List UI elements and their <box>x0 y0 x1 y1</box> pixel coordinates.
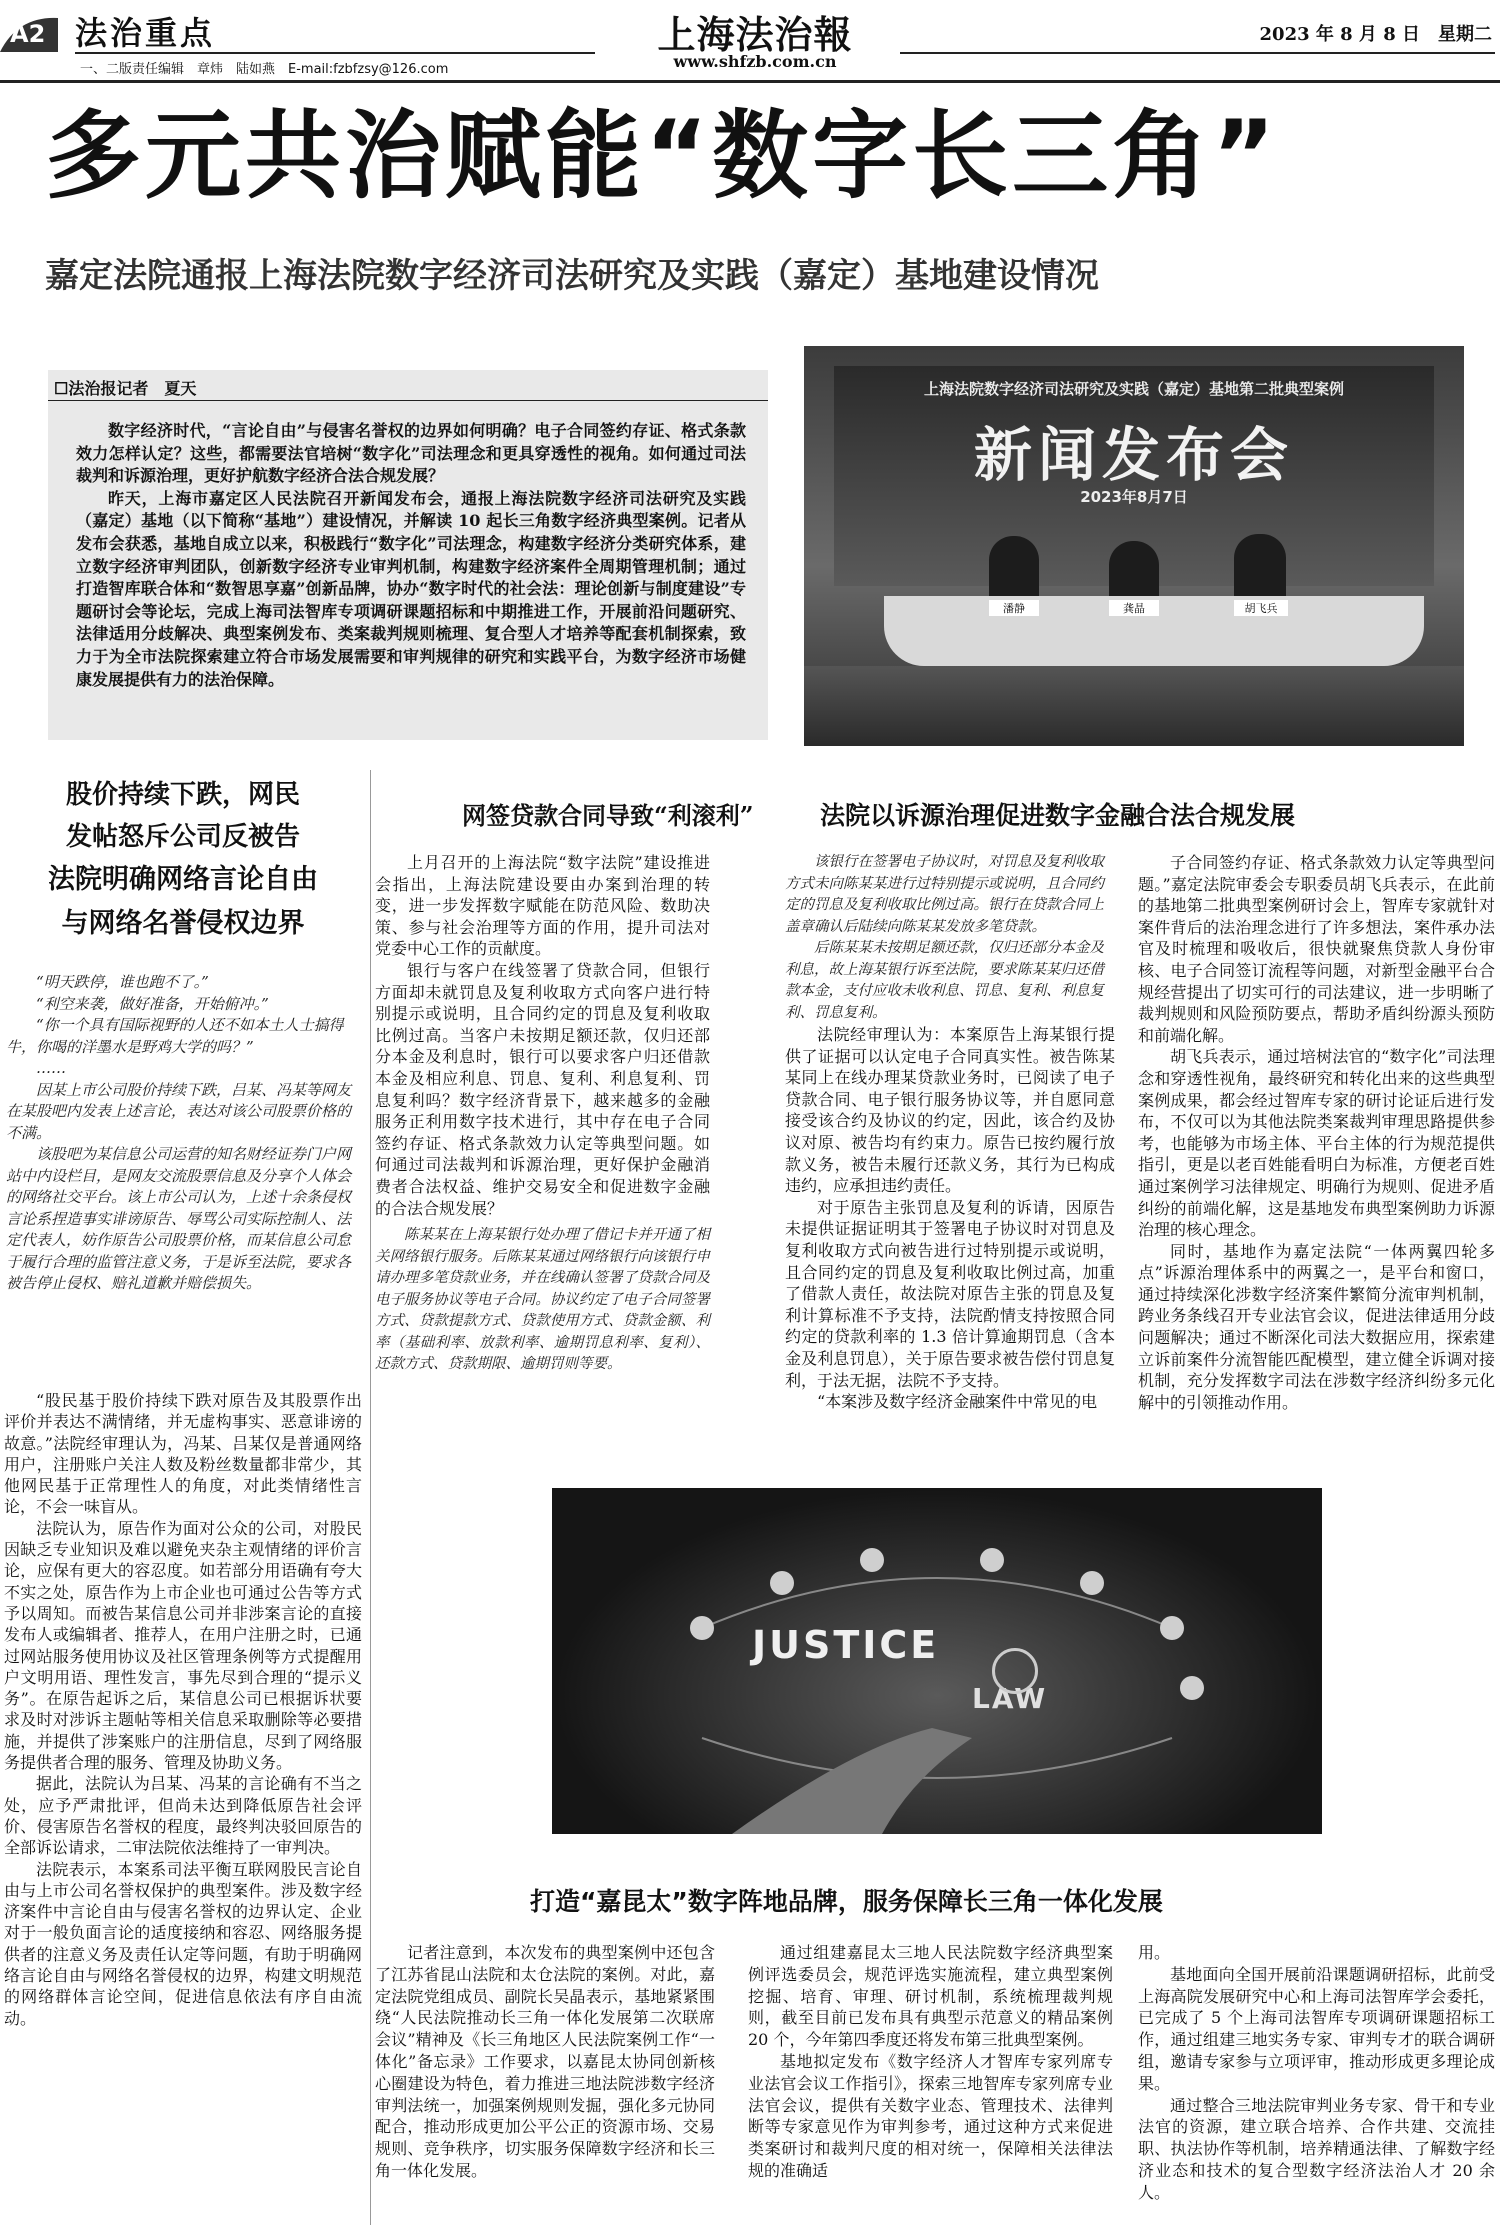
page-number: A2 <box>10 20 46 48</box>
court-ruling <box>785 1024 1115 1413</box>
mid-article-title-right: 法院以诉源治理促进数字金融合法合规发展 <box>820 801 1296 830</box>
quote-para: “利空来袭，做好准备，开始俯冲。” <box>36 994 269 1013</box>
body-para: 同时，基地作为嘉定法院“一体两翼四轮多点”诉源治理体系中的两翼之一，是平台和窗口，通过持续深化涉数字经济案件繁简分流审判机制，跨业务条线召开专业法官会议，促进法律适用分歧问题解决；通过不断深化司法大数据应用，探索建立诉前案件分流智能匹配模型，建立健全诉调对接机制，充分发挥数字司法在涉数字经济纠纷多元化解中的引领推动作用。 <box>1138 1241 1495 1412</box>
main-headline: 多元共治赋能“数字长三角” <box>45 100 1280 212</box>
header-bottom-rule <box>0 80 1500 83</box>
left-article-body <box>4 1390 362 2029</box>
body-para: 基地拟定发布《数字经济人才智库专家列席专业法官会议工作指引》，探索三地智库专家列席专业法官会议，提供有关数字业态、管理技术、法律判断等专家意见作为审判参考，通过这种方式来促进类案研讨和裁判尺度的相对统一，保障相关法律法规的准确适 <box>748 2051 1113 2180</box>
body-para: 子合同签约存证、格式条款效力认定等典型问题。”嘉定法院审委会专职委员胡飞兵表示，在此前的基地第二批典型案例研讨会上，智库专家就针对案件背后的法治理念进行了许多想法，案件承办法官及时梳理和吸收后，很快就聚焦贷款人身份审核、电子合同签订流程等问题，对新型金融平台合规经营提出了切实可行的司法建议，进一步明晰了裁判规则和风险预防要点，帮助矛盾纠纷源头预防和前端化解。 <box>1138 853 1495 1045</box>
case-facts-para: 后陈某某未按期足额还款，仅归还部分本金及利息，故上海某银行诉至法院，要求陈某某归还借款本金，支付应收未收利息、罚息、复利、利息复利、罚息复利。 <box>785 940 1104 1021</box>
header-rule-right <box>900 52 1495 54</box>
website-url: www.shfzb.com.cn <box>673 52 837 71</box>
byline: ☐法治报记者 夏天 <box>54 379 197 398</box>
body-para: 据此，法院认为吕某、冯某的言论确有不当之处，应予严肃批评，但尚未达到降低原告社会评价、侵害原告名誉权的程度，最终判决驳回原告的全部诉讼请求，二审法院依法维持了一审判决。 <box>4 1774 362 1858</box>
node-icon <box>1160 1616 1184 1640</box>
bottom-article-col-2 <box>748 1942 1113 2182</box>
summary-box <box>48 370 768 740</box>
summary-para-2: 昨天，上海市嘉定区人民法院召开新闻发布会，通报上海法院数字经济司法研究及实践（嘉定）基地（以下简称“基地”）建设情况，并解读 10 起长三角数字经济典型案例。记者从发布会获悉，基地自成立以来，积极践行“数字化”司法理念，构建数字经济分类研究体系，建立数字经济审判团队，创新数字经济专业审判机制，构建数字经济案件全周期管理机制；通过打造智库联合体和“数智思享嘉”创新品牌，协办“数字时代的社会法：理论创新与制度建设”专题研讨会等论坛，完成上海司法智库专项调研课题招标和中期推进工作，开展前沿问题研究、法律适用分歧解决、典型案例发布、类案裁判规则梳理、复合型人才培养等配套机制探索，致力于为全市法院探索建立符合市场发展需要和审判规律的研究和实践平台，为数字经济市场健康发展提供有力的法治保障。 <box>76 488 746 689</box>
node-icon <box>1180 1676 1204 1700</box>
body-para: 法院认为，原告作为面对公众的公司，对股民因缺乏专业知识及难以避免夹杂主观情绪的评价言论，应保有更大的容忍度。如若部分用语确有夸大不实之处，原告作为上市企业也可通过公告等方式予以周知。而被告某信息公司并非涉案言论的直接发布人或编辑者、推荐人，在用户注册之时，已通过网站服务使用协议及社区管理条例等方式提醒用户文明用语、理性发言，事先尽到合理的“提示义务”。在原告起诉之后，某信息公司已根据诉状要求及时对涉诉主题帖等相关信息采取删除等必要措施，并提供了涉案账户的注册信息，尽到了网络服务提供者合理的服务、管理及协助义务。 <box>4 1518 362 1773</box>
issue-date: 2023 年 8 月 8 日 星期二 <box>1259 24 1492 45</box>
masthead: 上海法治報 <box>657 12 853 57</box>
quote-para: 因某上市公司股价持续下跌，吕某、冯某等网友在某股吧内发表上述言论，表达对该公司股票价格的不满。 <box>6 1080 352 1142</box>
mid-article-col-1 <box>375 852 710 1376</box>
node-icon <box>1080 1571 1104 1595</box>
banner-text: 上海法院数字经济司法研究及实践（嘉定）基地第二批典型案例 <box>923 380 1344 398</box>
body-para: 记者注意到，本次发布的典型案例中还包含了江苏省昆山法院和太仓法院的案例。对此，嘉定法院党组成员、副院长吴晶表示，基地紧紧围绕“人民法院推动长三角一体化发展第二次联席会议”精神及《长三角地区人民法院案例工作“一体化”备忘录》工作要求，以嘉昆太协同创新核心圈建设为特色，着力推进三地法院涉数字经济审判法统一，加强案例规则发掘，强化多元协同配合，推动形成更加公平公正的资源市场、交易规则、竞争秩序，切实服务保障数字经济和长三角一体化发展。 <box>375 1943 715 2180</box>
node-icon <box>980 1548 1004 1572</box>
floor <box>804 666 1464 746</box>
left-title-line-3: 法院明确网络言论自由 <box>48 864 318 895</box>
hand-shape <box>732 1728 972 1834</box>
quote-para: …… <box>36 1059 66 1077</box>
byline-rule <box>48 400 768 401</box>
body-para: 用。 <box>1138 1943 1171 1962</box>
mid-article-col-3 <box>1138 852 1495 1413</box>
left-article-title <box>0 774 366 946</box>
press-conference-photo <box>804 346 1464 746</box>
case-facts-para: 陈某某在上海某银行处办理了借记卡并开通了相关网络银行服务。后陈某某通过网络银行向该银行申请办理多笔贷款业务，并在线确认签署了贷款合同及电子服务协议等电子合同。协议约定了电子合同签署方式、贷款提款方式、贷款使用方式、贷款金额、利率（基础利率、放款利率、逾期罚息利率、复利）、还款方式、贷款期限、逾期罚则等要。 <box>375 1227 710 1373</box>
scales-icon <box>992 1648 1038 1694</box>
header-rule <box>75 52 595 54</box>
editor-credits: 一、二版责任编辑 章炜 陆如燕 E-mail:fzbfzsy@126.com <box>80 62 449 77</box>
left-title-line-1: 股价持续下跌，网民 <box>65 780 300 810</box>
page-number-badge <box>0 14 58 54</box>
node-icon <box>860 1548 884 1572</box>
node-icon <box>770 1571 794 1595</box>
section-title: 法治重点 <box>75 14 216 52</box>
node-icon <box>690 1616 714 1640</box>
body-para: 法院表示，本案系司法平衡互联网股民言论自由与上市公司名誉权保护的典型案件。涉及数字经济案件中言论自由与侵害名誉权的边界认定、企业对于一般负面言论的适度接纳和容忍、网络服务提供者的注意义务及责任认定等问题，有助于明确网络言论自由与网络名誉侵权的边界，构建文明规范的网络群体言论空间，促进信息依法有序自由流动。 <box>4 1859 362 2028</box>
left-column-divider <box>370 770 371 2225</box>
quote-para: 该股吧为某信息公司运营的知名财经证券门户网站中内设栏目，是网友交流股票信息及分享个人体会的网络社交平台。该上市公司认为，上述十余条侵权言论系捏造事实诽谤原告、辱骂公司实际控制人、法定代表人，妨作原告公司股票价格，而某信息公司怠于履行合理的监管注意义务，于是诉至法院，要求各被告停止侵权、赔礼道歉并赔偿损失。 <box>6 1145 352 1292</box>
nameplate-3: 胡飞兵 <box>1234 600 1288 616</box>
justice-law-photo <box>552 1488 1322 1834</box>
body-para: 上月召开的上海法院“数字法院”建设推进会指出，上海法院建设要由办案到治理的转变，进一步发挥数字赋能在防范风险、数助决策、参与社会治理等方面的作用，提升司法对党委中心工作的贡献度。 <box>375 853 710 959</box>
case-facts-cont <box>785 852 1115 1024</box>
bottom-article-col-3 <box>1138 1942 1495 2204</box>
mid-article-title-left: 网签贷款合同导致“利滚利” <box>462 801 754 830</box>
left-title-line-4: 与网络名誉侵权边界 <box>61 908 305 939</box>
summary-text <box>76 420 746 691</box>
case-facts <box>375 1225 710 1376</box>
body-para: “本案涉及数字经济金融案件中常见的电 <box>817 1392 1098 1412</box>
body-para: 基地面向全国开展前沿课题调研招标，此前受上海高院发展研究中心和上海司法智库学会委托，已完成了 5 个上海司法智库专项调研课题招标工作，通过组建三地实务专家、审判专才的联合调研组，邀请专家参与立项评审，推动形成更多理论成果。 <box>1138 1964 1495 2093</box>
case-facts-para: 该银行在签署电子协议时，对罚息及复利收取方式未向陈某某进行过特别提示或说明，且合同约定的罚息及复利收取比例过高。银行在贷款合同上盖章确认后陆续向陈某某发放多笔贷款。 <box>785 854 1104 935</box>
body-para: 通过组建嘉昆太三地人民法院数字经济典型案例评选委员会，规范评选实施流程，建立典型案例挖掘、培育、审理、研讨机制，系统梳理裁判规则，截至目前已发布具有典型示范意义的精品案例 20 个，今年第四季度还将发布第三批典型案例。 <box>748 1943 1113 2050</box>
mid-article-col-2 <box>785 852 1115 1413</box>
quote-para: “你一个具有国际视野的人还不如本土人士搞得牛，你喝的洋墨水是野鸡大学的吗？” <box>6 1016 344 1056</box>
body-para: 法院经审理认为：本案原告上海某银行提供了证据可以认定电子合同真实性。被告陈某某同上在线办理某贷款业务时，已阅读了电子贷款合同、电子银行服务协议等，并自愿同意接受该合约及协议的约定，因此，该合约及协议对原、被告均有约束力。原告已按约履行放款义务，被告未履行还款义务，其行为已构成违约，应承担违约责任。 <box>785 1025 1115 1196</box>
conference-title: 新闻发布会 <box>973 421 1294 489</box>
summary-para-1: 数字经济时代，“言论自由”与侵害名誉权的边界如何明确？电子合同签约存证、格式条款效力怎样认定？这些，都需要法官培树“数字化”司法理念和更具穿透性的视角。如何通过司法裁判和诉源治理，更好护航数字经济合法合规发展？ <box>76 421 746 486</box>
quote-para: “明天跌停，谁也跑不了。” <box>36 973 209 991</box>
law-word: LAW <box>972 1682 1048 1715</box>
body-para: 通过整合三地法院审判业务专家、骨干和专业法官的资源，建立联合培养、合作共建、交流挂职、执法协作等机制，培养精通法律、了解数字经济业态和技术的复合型数字经济法治人才 20 余人。 <box>1138 2095 1495 2202</box>
conference-date: 2023年8月7日 <box>1080 488 1188 506</box>
left-title-line-2: 发帖怒斥公司反被告 <box>65 822 300 852</box>
bottom-article-col-1 <box>375 1942 715 2182</box>
subheadline: 嘉定法院通报上海法院数字经济司法研究及实践（嘉定）基地建设情况 <box>45 256 1099 296</box>
body-para: “股民基于股价持续下跌对原告及其股票作出评价并表达不满情绪，并无虚构事实、恶意诽谤的故意。”法院经审理认为，冯某、吕某仅是普通网络用户，注册账户关注人数及粉丝数量都非常少，其他网民基于正常理性人的角度，对此类情绪性言论，不会一味盲从。 <box>4 1391 362 1517</box>
body-para: 银行与客户在线签署了贷款合同，但银行方面却未就罚息及复利收取方式向客户进行特别提示或说明，且合同约定的罚息及复利收取比例过高。当客户未按期足额还款，仅归还部分本金及利息时，银行可以要求客户归还借款本金及相应利息、罚息、复利、利息复利、罚息复利吗？数字经济背景下，越来越多的金融服务正利用数字技术进行，其中存在电子合同签约存证、格式条款效力认定等典型问题。如何通过司法裁判和诉源治理，更好保护金融消费者合法权益、维护交易安全和促进数字金融的合法合规发展？ <box>375 960 710 1218</box>
left-article-quotes <box>6 972 361 1295</box>
justice-word: JUSTICE <box>752 1623 940 1667</box>
bottom-article-title: 打造“嘉昆太”数字阵地品牌，服务保障长三角一体化发展 <box>530 1887 1163 1916</box>
body-para: 胡飞兵表示，通过培树法官的“数字化”司法理念和穿透性视角，最终研究和转化出来的这些典型案例成果，都会经过智库专家的研讨论证后进行发布，不仅可以为其他法院类案裁判审理思路提供参考，也能够为市场主体、平台主体的行为规范提供指引，更是以老百姓能看明白为标准，方便老百姓通过案例学习法律规定、明确行为规则、促进矛盾纠纷的前端化解，这是基地发布典型案例助力诉源治理的核心理念。 <box>1138 1047 1495 1240</box>
nameplate-1: 潘静 <box>989 600 1039 616</box>
nameplate-2: 龚晶 <box>1109 600 1159 616</box>
body-para: 对于原告主张罚息及复利的诉请，因原告未提供证据证明其于签署电子协议时对罚息及复利收取方式向被告进行过特别提示或说明，且合同约定的罚息及复利收取比例过高，加重了借款人责任，故法院对原告主张的罚息及复利计算标准不予支持，法院酌情支持按照合同约定的贷款利率的 1.3 倍计算逾期罚息（含本金及利息罚息），关于原告要求被告偿付罚息复利，于法无据，法院不予支持。 <box>785 1197 1115 1390</box>
